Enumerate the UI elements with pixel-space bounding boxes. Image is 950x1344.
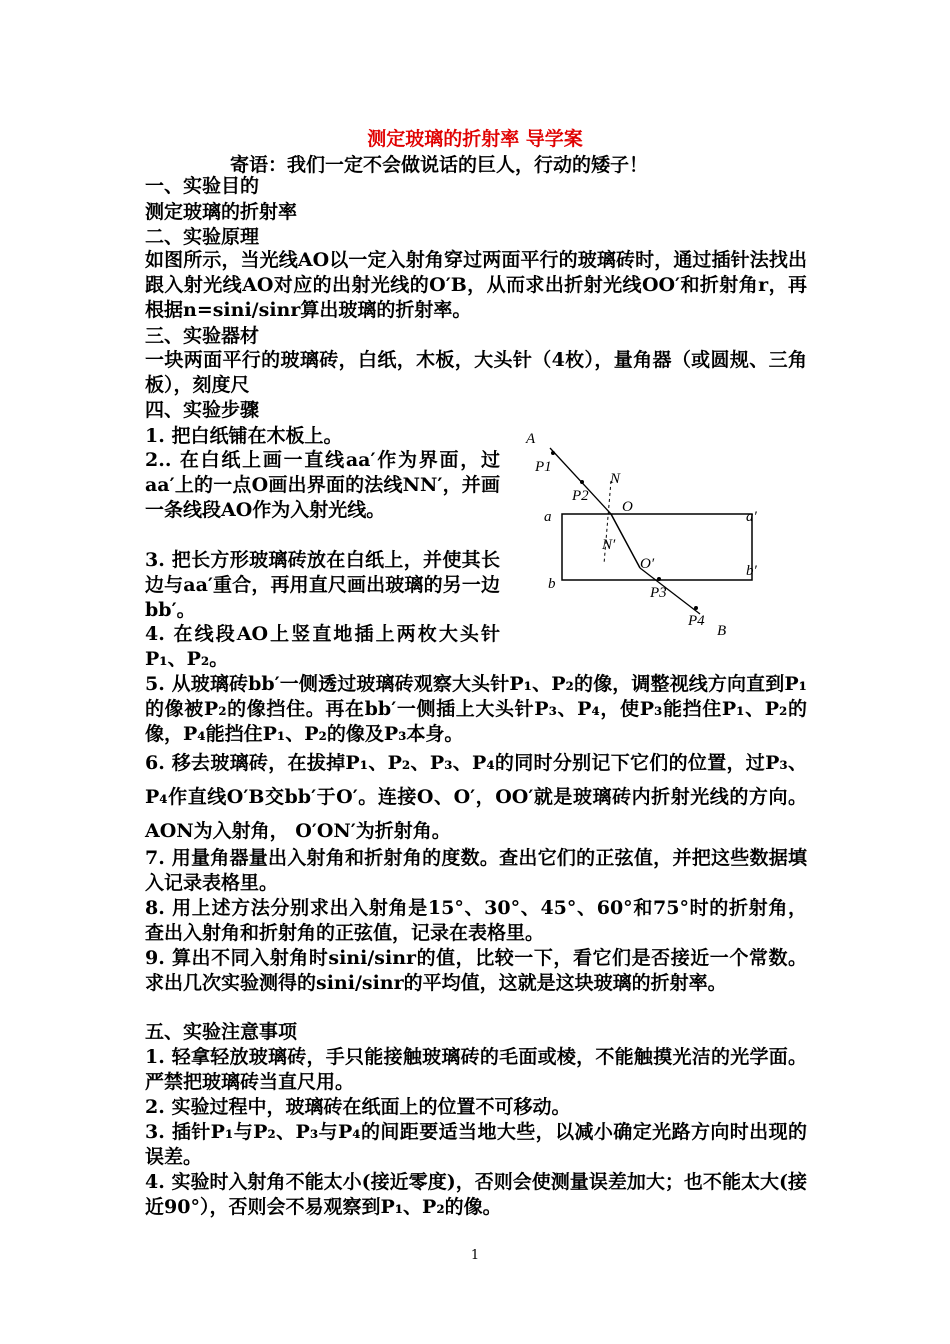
step-5: 5. 从玻璃砖bb′一侧透过玻璃砖观察大头针P₁、P₂的像，调整视线方向直到P₁的像被P₂的像挡住。再在bb′一侧插上大头针P₃、P₄，使P₃能挡住P₁、P₂的像，P₄能挡住P₁、P₂的像及P₃本身。: [145, 673, 807, 745]
step-2: 2.. 在白纸上画一直线aa′作为界面，过aa′上的一点O画出界面的法线NN′，并画一条线段AO作为入射光线。: [145, 449, 500, 521]
section1-heading: 一、实验目的: [145, 175, 260, 197]
document-title: 测定玻璃的折射率 导学案: [367, 128, 583, 150]
note-4: 4. 实验时入射角不能太小(接近零度)，否则会使测量误差加大；也不能太大(接近90°），否则会不易观察到P₁、P₂的像。: [145, 1171, 807, 1218]
section2-heading: 二、实验原理: [145, 226, 260, 248]
label-b-prime: b′: [746, 563, 757, 579]
note-2: 2. 实验过程中，玻璃砖在纸面上的位置不可移动。: [145, 1096, 571, 1118]
step-8: 8. 用上述方法分别求出入射角是15°、30°、45°、60°和75°时的折射角，查出入射角和折射角的正弦值，记录在表格里。: [145, 897, 807, 944]
label-p3: P3: [650, 585, 667, 601]
section3-text: 一块两面平行的玻璃砖，白纸，木板，大头针（4枚），量角器（或圆规、三角板），刻度尺: [145, 349, 807, 396]
pin-p1: [551, 451, 555, 455]
step-6: 6. 移去玻璃砖，在拔掉P₁、P₂、P₃、P₄的同时分别记下它们的位置，过P₃、P₄作直线O′B交bb′于O′。连接O、O′，OO′就是玻璃砖内折射光线的方向。 AON为入射角， O′ON′为折射角。: [145, 752, 807, 842]
label-n-prime: N′: [602, 537, 616, 553]
glass-block: [562, 514, 752, 580]
step-4: 4. 在线段AO上竖直地插上两枚大头针P₁、P₂。: [145, 623, 500, 670]
page-number: 1: [470, 1248, 480, 1263]
section5-heading: 五、实验注意事项: [145, 1021, 298, 1043]
section2-text: 如图所示，当光线AO以一定入射角穿过两面平行的玻璃砖时，通过插针法找出跟入射光线AO对应的出射光线的O′B，从而求出折射光线OO′和折射角r，再根据n=sini/sinr算出玻璃的折射率。: [145, 249, 807, 321]
label-p4: P4: [688, 613, 705, 629]
note-1: 1. 轻拿轻放玻璃砖，手只能接触玻璃砖的毛面或棱，不能触摸光洁的光学面。严禁把玻璃砖当直尺用。: [145, 1046, 807, 1093]
label-b-lower: b: [548, 576, 556, 592]
emergent-ray: [640, 568, 700, 614]
section4-heading: 四、实验步骤: [145, 399, 260, 421]
note-3: 3. 插针P₁与P₂、P₃与P₄的间距要适当地大些，以减小确定光路方向时出现的误差。: [145, 1121, 807, 1168]
label-a-point: A: [526, 431, 536, 447]
label-a-prime: a′: [746, 509, 757, 525]
step-7: 7. 用量角器量出入射角和折射角的度数。查出它们的正弦值，并把这些数据填入记录表格里。: [145, 847, 807, 894]
label-o-prime: O′: [640, 556, 655, 572]
label-b-point: B: [717, 623, 727, 636]
step-9: 9. 算出不同入射角时sini/sinr的值，比较一下，看它们是否接近一个常数。求出几次实验测得的sini/sinr的平均值，这就是这块玻璃的折射率。: [145, 947, 807, 994]
refracted-ray: [611, 514, 640, 568]
label-a-lower: a: [544, 509, 552, 525]
label-p1: P1: [535, 459, 552, 475]
pin-p3: [657, 577, 661, 581]
section3-heading: 三、实验器材: [145, 325, 260, 347]
section1-text: 测定玻璃的折射率: [145, 201, 298, 223]
step-3: 3. 把长方形玻璃砖放在白纸上，并使其长边与aa′重合，再用直尺画出玻璃的另一边bb′。: [145, 549, 500, 621]
refraction-diagram: [518, 426, 768, 636]
label-n: N: [610, 471, 621, 487]
motto: 寄语：我们一定不会做说话的巨人，行动的矮子！: [230, 154, 649, 176]
label-p2: P2: [572, 488, 589, 504]
pin-p4: [694, 606, 698, 610]
step-1: 1. 把白纸铺在木板上。: [145, 425, 343, 447]
label-o: O: [622, 499, 633, 515]
pin-p2: [580, 480, 584, 484]
